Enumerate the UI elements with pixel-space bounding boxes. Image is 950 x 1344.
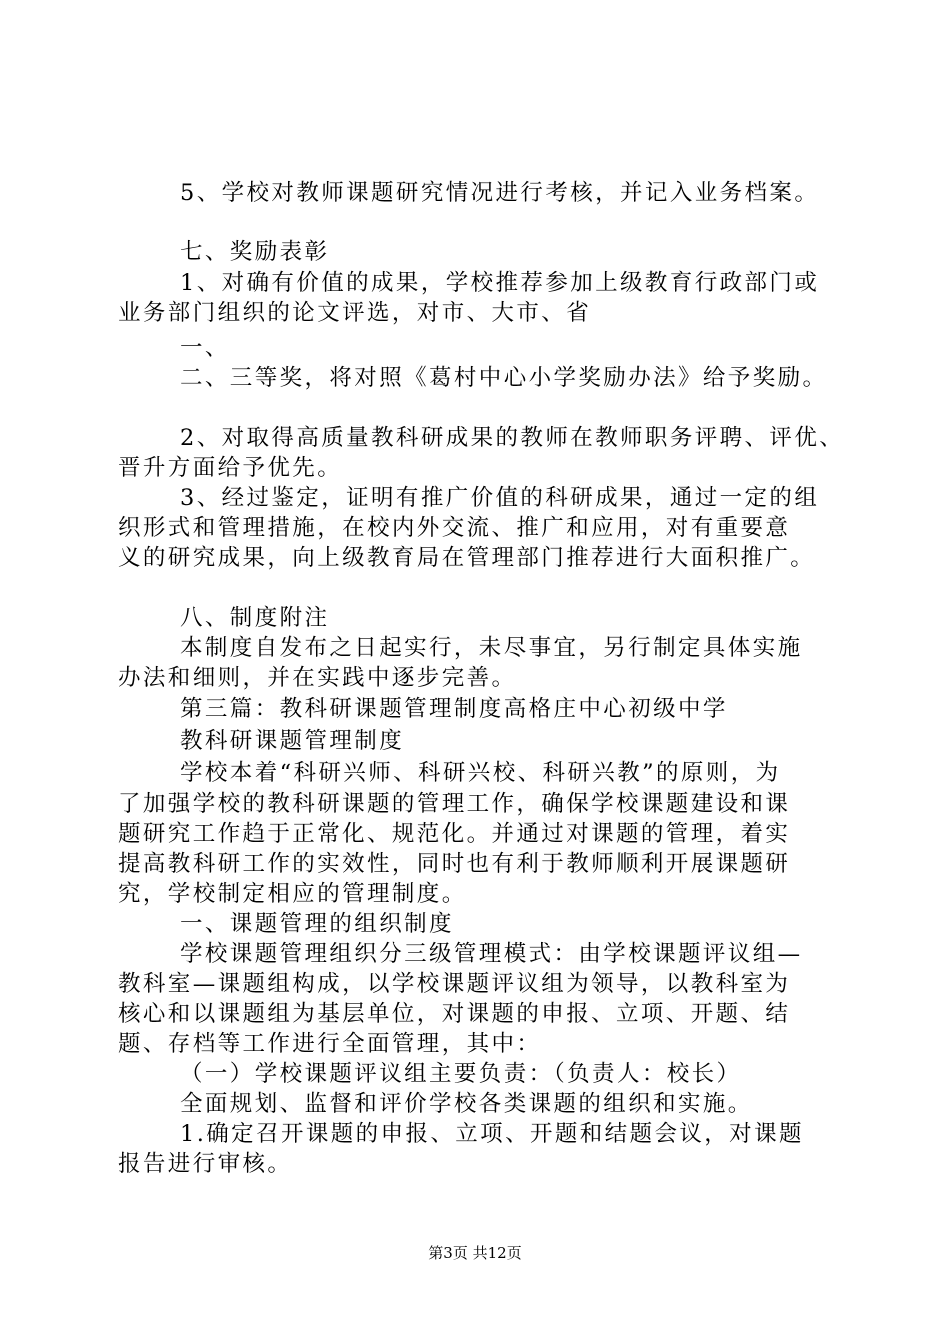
section-heading-8: 八、制度附注 [180, 605, 330, 631]
text-line-17: 学校本着“科研兴师、科研兴校、科研兴教”的原则，为 [180, 760, 781, 786]
text-line-23: 学校课题管理组织分三级管理模式：由学校课题评议组— [180, 941, 803, 967]
section-heading-7: 七、奖励表彰 [180, 239, 330, 265]
text-line-13: 本制度自发布之日起实行，未尽事宜，另行制定具体实施 [180, 635, 803, 661]
text-line-20: 提高教科研工作的实效性，同时也有利于教师顺利开展课题研 [118, 851, 791, 877]
text-line-25: 核心和以课题组为基层单位，对课题的申报、立项、开题、结 [118, 1001, 791, 1027]
text-line-29: 1.确定召开课题的申报、立项、开题和结题会议，对课题 [180, 1121, 804, 1147]
text-line-30: 报告进行审核。 [118, 1151, 293, 1177]
subsection-heading-1: （一）学校课题评议组主要负责：（负责人：校长） [180, 1061, 742, 1087]
text-line-26: 题、存档等工作进行全面管理，其中： [118, 1031, 542, 1057]
page-footer: 第3页 共12页 [428, 1244, 522, 1262]
chapter-subtitle: 教科研课题管理制度 [180, 728, 405, 754]
text-line-3: 1、对确有价值的成果，学校推荐参加上级教育行政部门或 [180, 270, 820, 296]
chapter-title: 第三篇：教科研课题管理制度高格庄中心初级中学 [180, 696, 728, 722]
section-heading-1: 一、课题管理的组织制度 [180, 911, 454, 937]
text-line-6: 二、三等奖，将对照《葛村中心小学奖励办法》给予奖励。 [180, 365, 828, 391]
text-line-21: 究，学校制定相应的管理制度。 [118, 881, 467, 907]
text-line-9: 3、经过鉴定，证明有推广价值的科研成果，通过一定的组 [180, 485, 820, 511]
text-line-19: 题研究工作趋于正常化、规范化。并通过对课题的管理，着实 [118, 821, 791, 847]
text-line-1: 5、学校对教师课题研究情况进行考核，并记入业务档案。 [180, 180, 820, 206]
text-line-28: 全面规划、监督和评价学校各类课题的组织和实施。 [180, 1091, 753, 1117]
text-line-14: 办法和细则，并在实践中逐步完善。 [118, 665, 517, 691]
text-line-11: 义的研究成果，向上级教育局在管理部门推荐进行大面积推广。 [118, 545, 816, 571]
text-line-24: 教科室—课题组构成，以学校课题评议组为领导，以教科室为 [118, 971, 791, 997]
text-line-4: 业务部门组织的论文评选，对市、大市、省 [118, 300, 592, 326]
text-line-8: 晋升方面给予优先。 [118, 455, 343, 481]
text-line-18: 了加强学校的教科研课题的管理工作，确保学校课题建设和课 [118, 791, 791, 817]
text-line-5: 一、 [180, 335, 230, 361]
text-line-7: 2、对取得高质量教科研成果的教师在教师职务评聘、评优、 [180, 425, 845, 451]
text-line-10: 织形式和管理措施，在校内外交流、推广和应用，对有重要意 [118, 515, 791, 541]
